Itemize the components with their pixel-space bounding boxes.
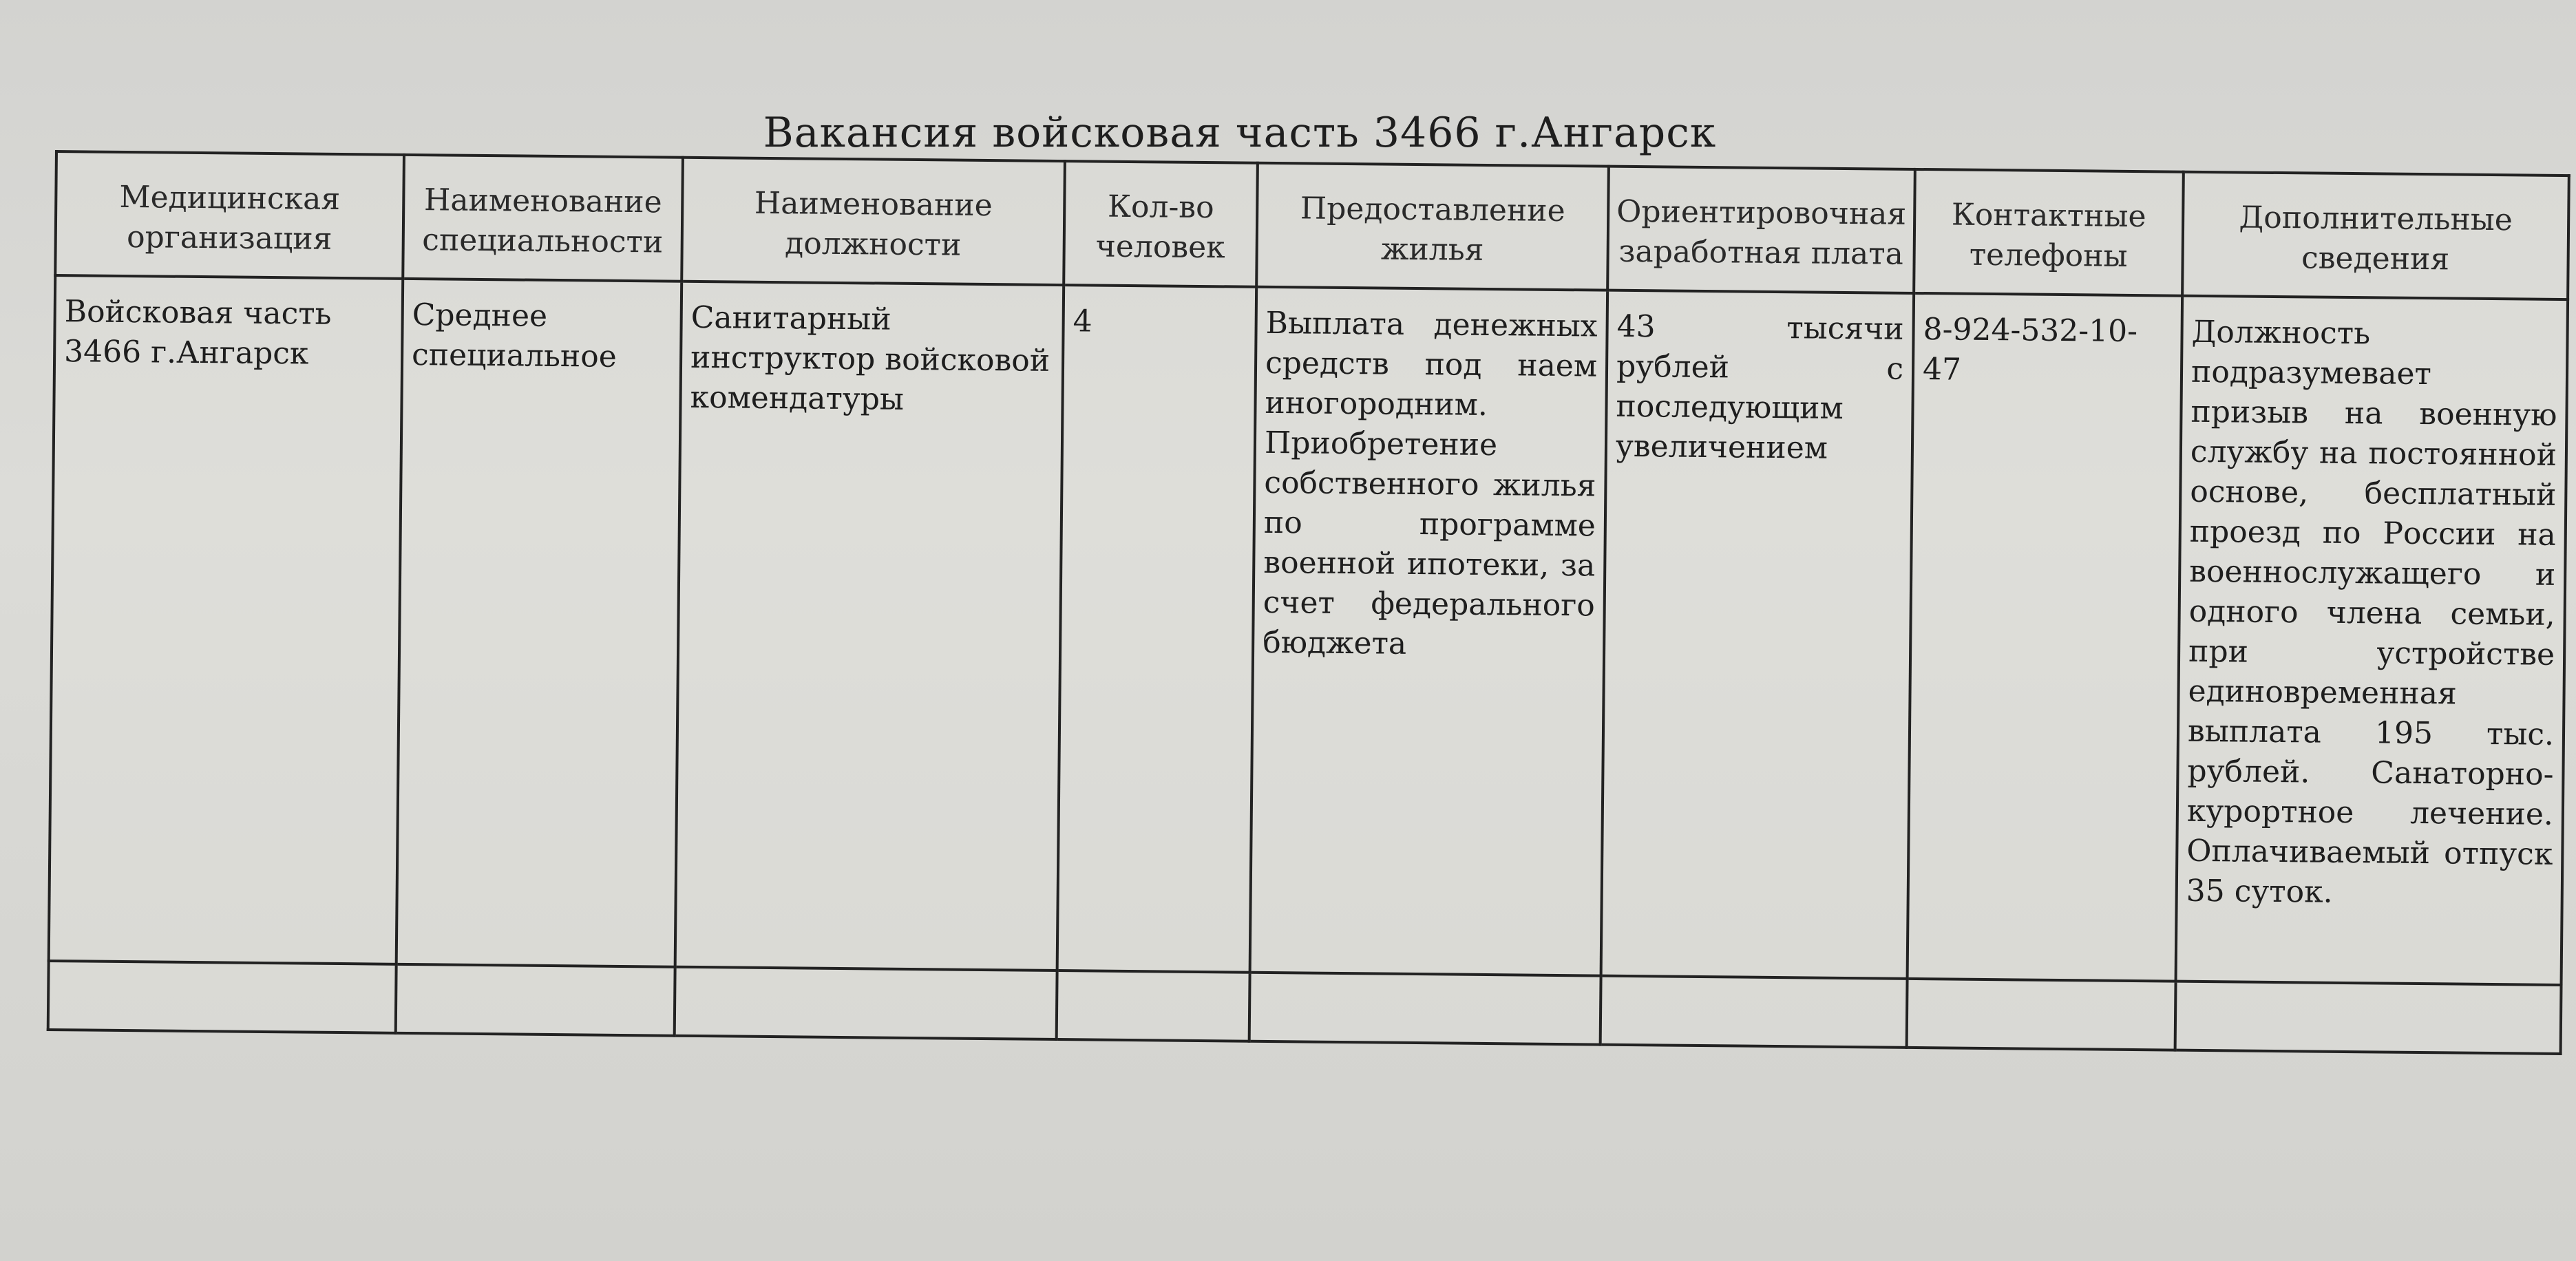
header-headcount: Кол-во человек [1064, 161, 1258, 287]
empty-cell [48, 961, 397, 1033]
header-specialty: Наименование специальности [403, 155, 683, 282]
empty-cell [1057, 971, 1250, 1041]
vacancy-table [47, 150, 2570, 1055]
cell-additional-info: Должность подразумевает призыв на военную службу на постоянной основе, бесплатный проезд по России на военнослужащего и одного члена семьи, при устройстве единовременная выплата 195 тыс. рублей. Санаторно-курортное лечение. Оплачиваемый отпуск 35 суток. [2176, 296, 2568, 985]
header-salary: Ориентировочная заработная плата [1607, 167, 1915, 293]
empty-cell [1249, 973, 1601, 1045]
header-medical-organization: Медицинская организация [55, 151, 404, 279]
empty-cell [1601, 976, 1908, 1048]
table-header-row [55, 151, 2569, 299]
header-additional-info: Дополнительные сведения [2182, 172, 2569, 299]
cell-specialty: Среднее специальное [397, 279, 682, 967]
cell-medical-organization: Войсковая часть 3466 г.Ангарск [49, 275, 403, 964]
table-row [49, 275, 2568, 985]
cell-housing: Выплата денежных средств под наем иногородним. Приобретение собственного жилья по программе военной ипотеки, за счет федерального бюджета [1250, 287, 1608, 976]
cell-headcount: 4 [1057, 285, 1257, 973]
header-phones: Контактные телефоны [1914, 169, 2184, 296]
document-title: Вакансия войсковая часть 3466 г.Ангарск [763, 109, 1717, 157]
empty-cell [675, 967, 1057, 1039]
cell-phones: 8-924-532-10-47 [1908, 293, 2183, 982]
empty-cell [2175, 982, 2562, 1054]
empty-cell [1907, 979, 2176, 1050]
empty-cell [396, 964, 675, 1036]
cell-position: Санитарный инструктор войсковой комендатуры [675, 282, 1064, 971]
header-position: Наименование должности [682, 158, 1065, 285]
header-housing: Предоставление жилья [1256, 163, 1609, 290]
cell-salary: 43 тысячи рублей с последующим увеличением [1601, 290, 1914, 979]
